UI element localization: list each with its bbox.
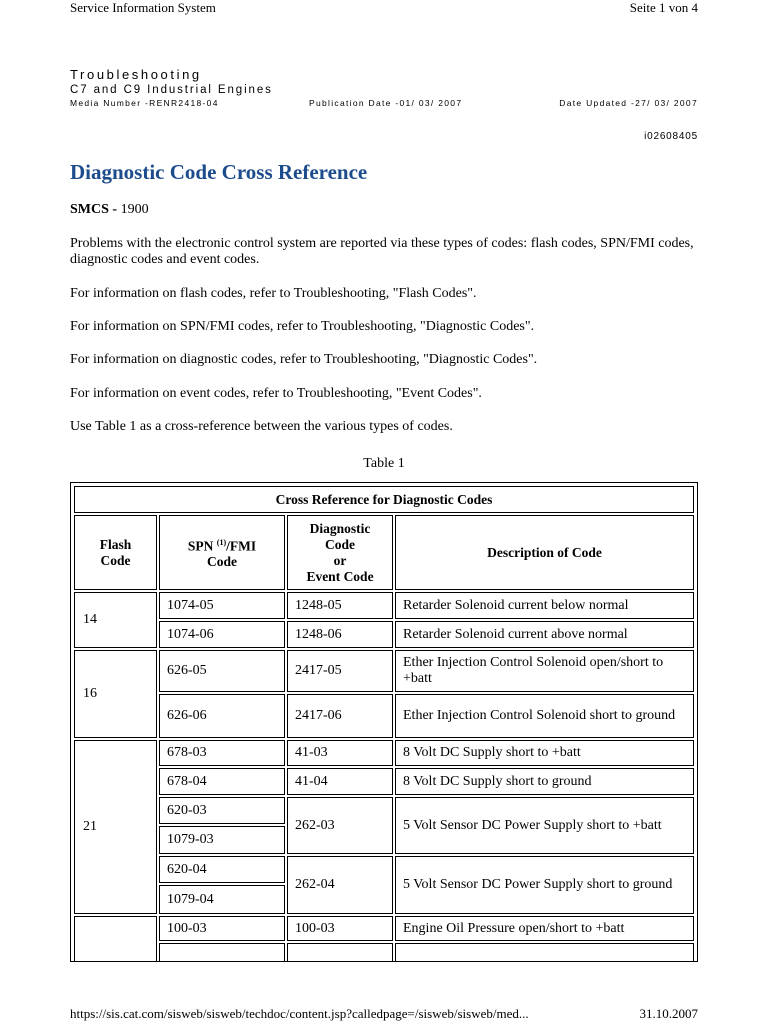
paragraph-diagnostic-codes: For information on diagnostic codes, refer to Troubleshooting, "Diagnostic Codes".	[70, 352, 538, 367]
header-flash-code: Flash Code	[74, 515, 157, 590]
spn-cell: 620-04	[159, 856, 285, 883]
page-footer-date: 31.10.2007	[639, 1006, 698, 1021]
page-title: Diagnostic Code Cross Reference	[70, 160, 368, 184]
spn-cell: 1079-03	[159, 826, 285, 854]
paragraph-event-codes: For information on event codes, refer to Troubleshooting, "Event Codes".	[70, 386, 482, 401]
spn-cell: 678-03	[159, 740, 285, 766]
diag-cell: 262-04	[287, 856, 393, 914]
diag-cell: 1248-05	[287, 592, 393, 619]
date-updated: Date Updated -27/ 03/ 2007	[559, 98, 698, 108]
smcs-line	[70, 202, 149, 218]
smcs-label: SMCS -	[70, 202, 118, 217]
diag-cell	[287, 943, 393, 962]
flash-code-cell: 21	[74, 740, 157, 914]
description-cell: Retarder Solenoid current above normal	[395, 621, 694, 648]
description-cell: 5 Volt Sensor DC Power Supply short to ground	[395, 856, 694, 914]
description-cell: Engine Oil Pressure open/short to +batt	[395, 916, 694, 941]
diag-cell: 41-04	[287, 768, 393, 795]
description-cell: 5 Volt Sensor DC Power Supply short to +batt	[395, 797, 694, 854]
doc-title: Troubleshooting	[70, 67, 202, 82]
flash-code-cell: 16	[74, 650, 157, 738]
table-caption: Table 1	[363, 456, 405, 471]
cross-reference-table	[70, 482, 698, 962]
spn-cell: 1074-06	[159, 621, 285, 648]
description-cell: Retarder Solenoid current below normal	[395, 592, 694, 619]
spn-cell: 1079-04	[159, 885, 285, 914]
media-number: Media Number -RENR2418-04	[70, 98, 219, 108]
spn-cell	[159, 943, 285, 962]
diag-cell: 2417-06	[287, 694, 393, 738]
diag-cell: 1248-06	[287, 621, 393, 648]
header-description: Description of Code	[395, 515, 694, 590]
page-header-left: Service Information System	[70, 0, 216, 15]
paragraph-intro: Problems with the electronic control system are reported via these types of codes: flash codes, SPN/FMI codes, diagnostic codes and event codes.	[70, 236, 694, 267]
description-cell: Ether Injection Control Solenoid open/short to +batt	[395, 650, 694, 692]
header-diagnostic-event-code: Diagnostic Code or Event Code	[287, 515, 393, 590]
doc-subtitle: C7 and C9 Industrial Engines	[70, 84, 273, 96]
header-spn-fmi-code: SPN $^{(1)}$/FMI Code	[159, 515, 285, 590]
spn-cell: 100-03	[159, 916, 285, 941]
diag-cell: 2417-05	[287, 650, 393, 692]
flash-code-cell	[74, 916, 157, 962]
description-cell: 8 Volt DC Supply short to ground	[395, 768, 694, 795]
table-title: Cross Reference for Diagnostic Codes	[74, 486, 694, 513]
flash-code-cell: 14	[74, 592, 157, 648]
spn-cell: 626-05	[159, 650, 285, 692]
diag-cell: 262-03	[287, 797, 393, 854]
publication-date: Publication Date -01/ 03/ 2007	[309, 98, 463, 108]
spn-cell: 1074-05	[159, 592, 285, 619]
page-footer-url[interactable]: https://sis.cat.com/sisweb/sisweb/techdoc/content.jsp?calledpage=/sisweb/sisweb/med...	[70, 1006, 529, 1021]
doc-id: i02608405	[644, 131, 698, 142]
paragraph-flash-codes: For information on flash codes, refer to Troubleshooting, "Flash Codes".	[70, 286, 477, 301]
diag-cell: 100-03	[287, 916, 393, 941]
smcs-value: 1900	[117, 202, 149, 217]
description-cell: Ether Injection Control Solenoid short to ground	[395, 694, 694, 738]
spn-cell: 626-06	[159, 694, 285, 738]
diag-cell: 41-03	[287, 740, 393, 766]
spn-cell: 620-03	[159, 797, 285, 824]
spn-cell: 678-04	[159, 768, 285, 795]
page-header-right: Seite 1 von 4	[629, 0, 698, 15]
description-cell: 8 Volt DC Supply short to +batt	[395, 740, 694, 766]
description-cell	[395, 943, 694, 962]
paragraph-table-usage: Use Table 1 as a cross-reference between the various types of codes.	[70, 419, 453, 434]
paragraph-spn-codes: For information on SPN/FMI codes, refer to Troubleshooting, "Diagnostic Codes".	[70, 319, 535, 334]
